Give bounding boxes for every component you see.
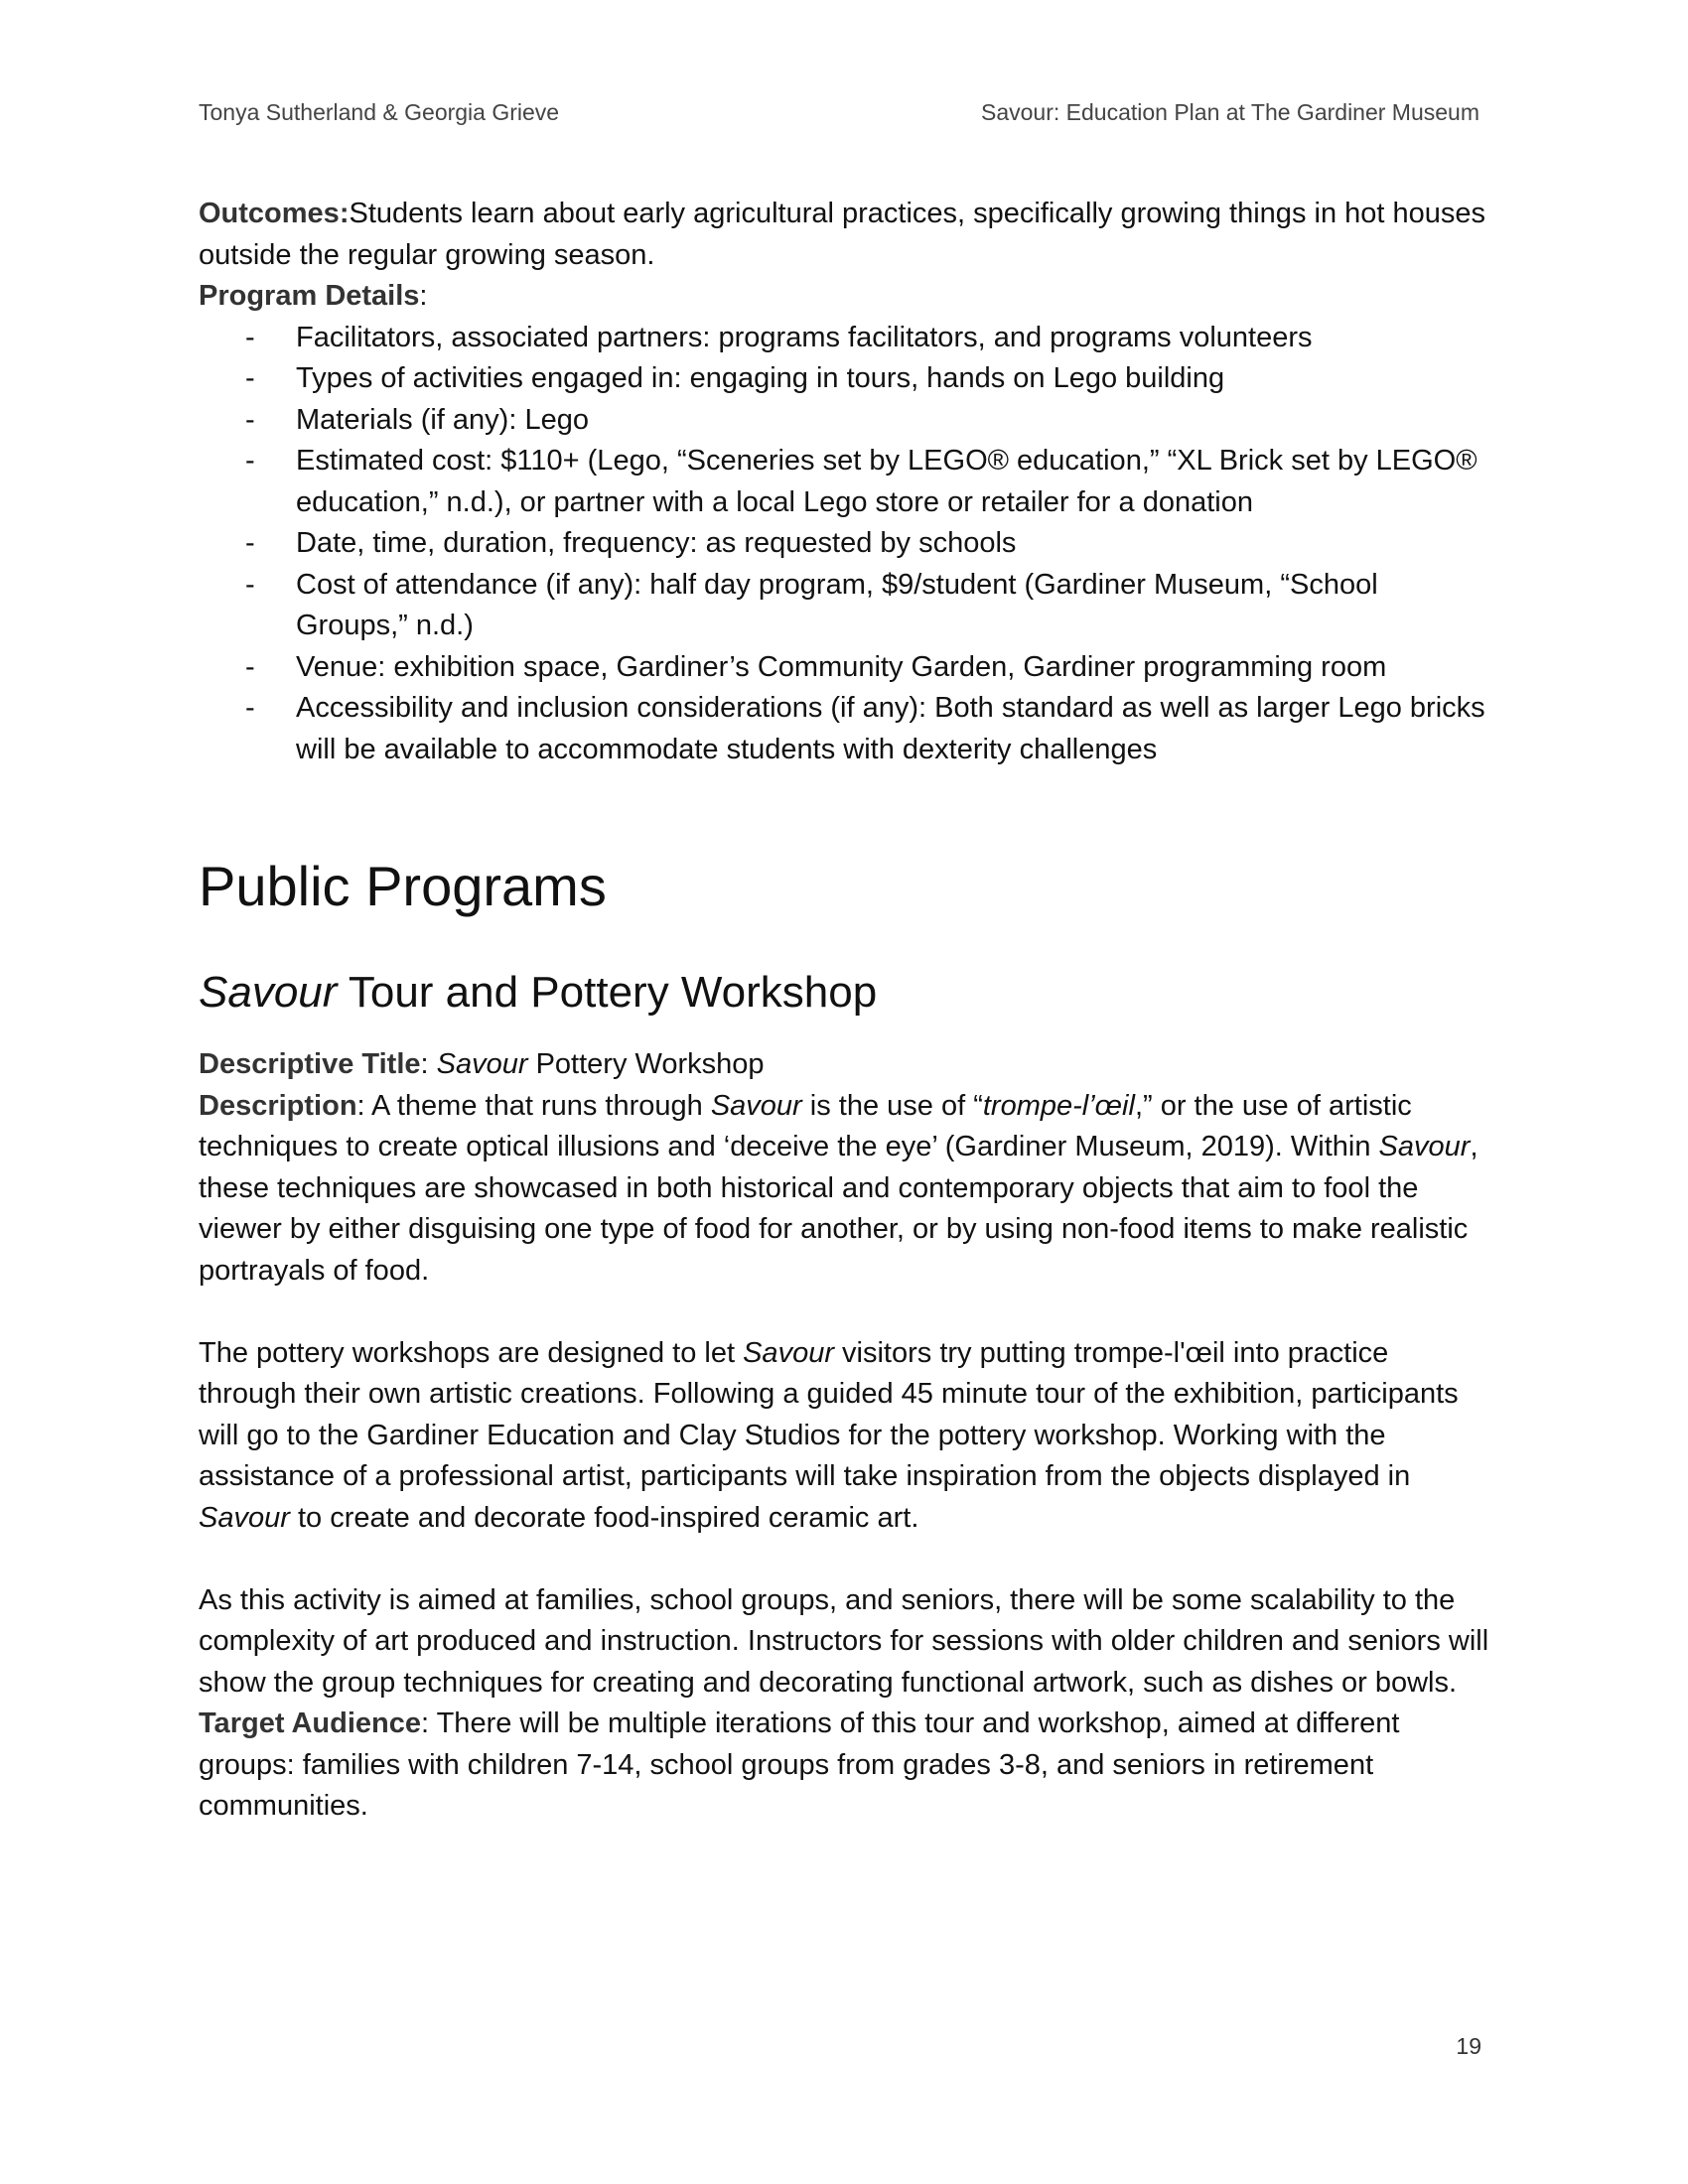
description-italic-1: Savour — [710, 1089, 802, 1122]
description-text-2: is the use of “ — [801, 1089, 983, 1122]
workshop-text-2: visitors try putting trompe-l'œil into practice through their own artistic creations. Following a guided 45 minute tour of the exhibition, participants will go to the Gardiner Education and Clay Studios for the pottery workshop. Working with the assistance of a professional artist, participants will take inspiration from the objects displayed in — [199, 1336, 1459, 1492]
page-header — [199, 99, 1479, 126]
list-item: - Types of activities engaged in: engaging in tours, hands on Lego building — [199, 358, 1489, 400]
target-audience-paragraph: Target Audience: There will be multiple iterations of this tour and workshop, aimed at different groups: families with children 7-14, school groups from grades 3-8, and seniors in retirement communities. — [199, 1707, 1400, 1822]
scalability-paragraph: As this activity is aimed at families, school groups, and seniors, there will be some scalability to the complexity of art produced and instruction. Instructors for sessions with older children and seniors will show the group techniques for creating and decorating functional artwork, such as dishes or bowls. — [199, 1583, 1489, 1699]
page-content — [199, 194, 1489, 1828]
target-audience-text: There will be multiple iterations of this tour and workshop, aimed at different groups: families with children 7-14, school groups from grades 3-8, and seniors in retirement communities. — [199, 1707, 1400, 1822]
subsection-title-rest: Tour and Pottery Workshop — [337, 968, 878, 1017]
subsection-title — [199, 965, 1489, 1021]
list-item: - Accessibility and inclusion considerations (if any): Both standard as well as larger Lego bricks will be available to accommodate students with dexterity challenges — [199, 688, 1489, 770]
outcomes-paragraph: Outcomes:Students learn about early agricultural practices, specifically growing things in hot houses outside the regular growing season. — [199, 198, 1486, 271]
descriptive-title-label: Descriptive Title — [199, 1048, 421, 1080]
description-text-4: , these techniques are showcased in both historical and contemporary objects that aim to fool the viewer by either disguising one type of food for another, or by using non-food items to make realistic portrayals of food. — [199, 1131, 1478, 1287]
workshop-text-3: to create and decorate food-inspired ceramic art. — [289, 1501, 919, 1534]
outcomes-label: Outcomes — [199, 198, 340, 229]
list-item: - Date, time, duration, frequency: as requested by schools — [199, 523, 1489, 565]
description-label: Description — [199, 1089, 357, 1122]
header-authors: Tonya Sutherland & Georgia Grieve — [199, 99, 560, 125]
workshop-italic-2: Savour — [199, 1501, 290, 1534]
program-details-heading: Program Details: — [199, 280, 428, 312]
workshop-italic-1: Savour — [743, 1336, 834, 1369]
program-details-list — [199, 318, 1489, 771]
section-title: Public Programs — [199, 855, 607, 917]
description-text-3: ,” or the use of artistic techniques to create optical illusions and ‘deceive the eye’ (Gardiner Museum, 2019). Within — [199, 1089, 1412, 1162]
list-item: - Estimated cost: $110+ (Lego, “Sceneries set by LEGO® education,” “XL Brick set by LEGO® education,” n.d.), or partner with a local Lego store or retailer for a donation — [199, 441, 1489, 523]
workshop-paragraph — [199, 1333, 1489, 1540]
descriptive-title-italic: Savour — [436, 1048, 528, 1080]
description-italic-3: Savour — [1378, 1131, 1471, 1162]
page-number: 19 — [1456, 2033, 1481, 2059]
list-item: - Materials (if any): Lego — [199, 400, 1489, 442]
list-item: - Facilitators, associated partners: programs facilitators, and programs volunteers — [199, 318, 1489, 359]
description-italic-2: trompe-l’œil — [982, 1089, 1135, 1122]
outcomes-text: Students learn about early agricultural practices, specifically growing things in hot houses outside the regular growing season. — [199, 198, 1486, 271]
workshop-text-1: The pottery workshops are designed to let — [199, 1336, 744, 1369]
description-paragraph: Description: A theme that runs through Savour is the use of “trompe-l’œil,” or the use of artistic techniques to create optical illusions and ‘deceive the eye’ (Gardiner Museum, 2019). Within Savour, these techniques are showcased in both historical and contemporary objects that aim to fool the viewer by either disguising one type of food for another, or by using non-food items to make realistic portrayals of food. — [199, 1089, 1478, 1287]
description-text-1: A theme that runs through — [364, 1089, 711, 1122]
descriptive-title-paragraph: Descriptive Title: Savour Pottery Workshop — [199, 1048, 765, 1080]
descriptive-title-rest: Pottery Workshop — [527, 1048, 765, 1080]
target-audience-label: Target Audience — [199, 1707, 421, 1739]
list-item: - Venue: exhibition space, Gardiner’s Community Garden, Gardiner programming room — [199, 647, 1489, 689]
header-doc-title: Savour: Education Plan at The Gardiner Museum — [980, 99, 1479, 125]
program-details-label: Program Details — [199, 280, 420, 312]
list-item: - Cost of attendance (if any): half day program, $9/student (Gardiner Museum, “School Groups,” n.d.) — [199, 565, 1489, 647]
subsection-title-italic: Savour — [199, 968, 338, 1017]
